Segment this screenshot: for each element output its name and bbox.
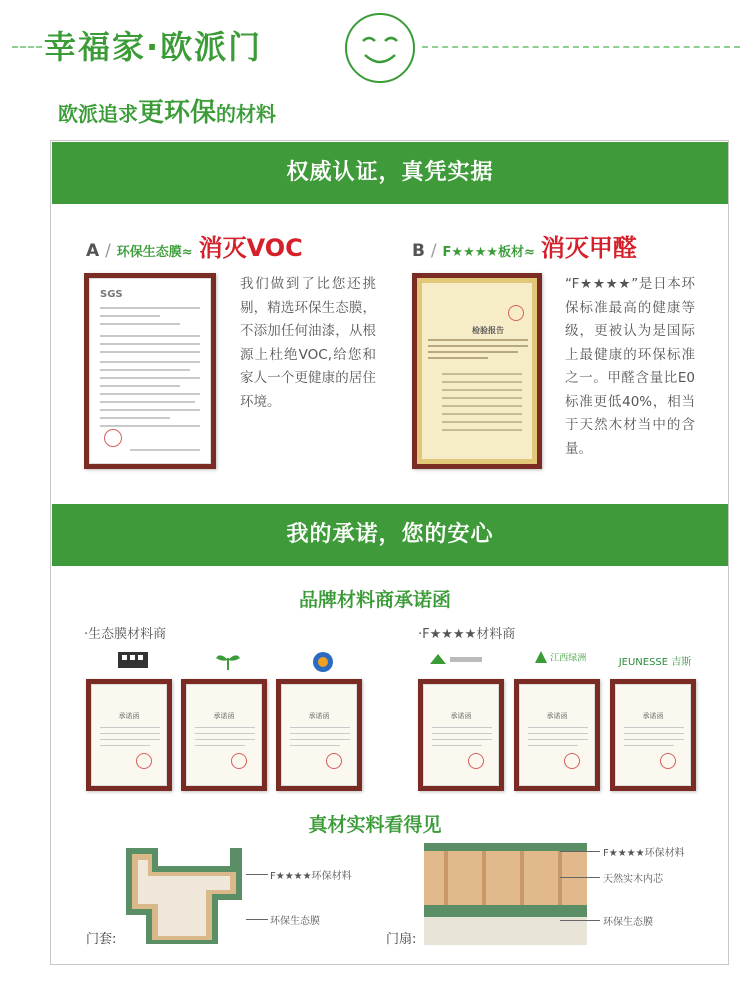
house-logo-icon xyxy=(426,650,486,670)
door-leaf-section-image xyxy=(424,843,587,945)
materials-title: 真材实料看得见 xyxy=(308,814,442,836)
red-seal-icon xyxy=(564,753,580,769)
red-seal-icon xyxy=(508,305,524,321)
letter-heading: 承诺函 xyxy=(308,712,330,720)
annotation-line xyxy=(560,920,600,921)
promise-letter-2 xyxy=(181,679,267,791)
circle-logo-icon xyxy=(311,650,335,674)
item-a-heading xyxy=(86,228,303,263)
supplier-group-board: ·F★★★★材料商 xyxy=(418,627,516,642)
sgs-logo: SGS xyxy=(100,289,123,300)
page-subtitle xyxy=(58,92,276,129)
letter-heading: 承诺函 xyxy=(642,712,664,720)
letter-heading: 承诺函 xyxy=(213,712,235,720)
red-seal-icon xyxy=(136,753,152,769)
promise-letter-3 xyxy=(276,679,362,791)
sprout-logo-icon xyxy=(213,650,243,672)
formaldehyde-certificate xyxy=(412,273,542,469)
red-seal-icon xyxy=(231,753,247,769)
promise-letter-6 xyxy=(610,679,696,791)
door-frame-section-image xyxy=(118,840,248,945)
header-dash-left xyxy=(12,46,42,48)
supplier-logo-6: JEUNESSE 吉斯 xyxy=(618,657,692,668)
smiley-icon xyxy=(345,13,415,83)
letters-title: 品牌材料商承诺函 xyxy=(298,589,451,611)
promise-letter-page xyxy=(91,684,167,786)
item-a-claim: 消灭VOC xyxy=(198,234,303,262)
slash-divider: / xyxy=(430,241,437,261)
subtitle-highlight: 更环保 xyxy=(138,98,217,128)
letter-heading: 承诺函 xyxy=(546,712,568,720)
supplier-logo-5 xyxy=(525,650,595,664)
leaf-annotation-3: 环保生态膜 xyxy=(603,917,653,928)
section1-banner: 权威认证，真凭实据 xyxy=(52,142,728,204)
annotation-line xyxy=(246,874,268,875)
section2-banner: 我的承诺，您的安心 xyxy=(52,504,728,566)
annotation-line xyxy=(560,851,600,852)
item-b-material: F★★★★板材≈ xyxy=(442,245,535,260)
frame-annotation-2: 环保生态膜 xyxy=(270,916,320,927)
subtitle-suffix: 的材料 xyxy=(216,102,277,126)
sgs-certificate xyxy=(84,273,216,469)
slash-divider: / xyxy=(105,241,111,261)
item-a-material: 环保生态膜≈ xyxy=(116,245,193,260)
red-seal-icon xyxy=(660,753,676,769)
item-b-claim: 消灭甲醛 xyxy=(540,234,637,262)
red-seal-icon xyxy=(326,753,342,769)
door-frame-label: 门套: xyxy=(86,932,117,947)
formaldehyde-certificate-page xyxy=(417,278,537,464)
pattern-logo-icon xyxy=(116,650,150,672)
header-dash-right xyxy=(422,46,740,48)
cert-b-title: 检验报告 xyxy=(472,326,504,335)
item-b-heading xyxy=(412,228,637,263)
supplier-logo-2 xyxy=(203,650,253,674)
annotation-line xyxy=(560,877,600,878)
annotation-line xyxy=(246,919,268,920)
item-b-letter: B xyxy=(412,241,425,261)
leaf-annotation-2: 天然实木内芯 xyxy=(603,874,663,885)
item-a-description: 我们做到了比您还挑剔，精选环保生态膜，不添加任何油漆，从根源上杜绝VOC,给您和家人一个更健康的居住环境。 xyxy=(240,276,376,410)
supplier-logo-5-text: 江西绿洲 xyxy=(550,653,587,664)
triangle-logo-icon xyxy=(534,650,548,664)
supplier-logo-3 xyxy=(298,650,348,676)
letter-heading: 承诺函 xyxy=(450,712,472,720)
red-seal-icon xyxy=(468,753,484,769)
promise-letter-4 xyxy=(418,679,504,791)
promise-letter-page xyxy=(186,684,262,786)
sgs-certificate-page xyxy=(89,278,211,464)
leaf-annotation-1: F★★★★环保材料 xyxy=(603,848,685,859)
item-b-description: “F★★★★”是日本环保标准最高的健康等级，更被认为是国际上最健康的环保标准之一。甲醛含量比E0标准更低40%，相当于天然木材当中的含量。 xyxy=(565,276,695,457)
promise-letter-page xyxy=(519,684,595,786)
supplier-group-film: ·生态膜材料商 xyxy=(84,627,167,642)
promise-letter-5 xyxy=(514,679,600,791)
letter-heading: 承诺函 xyxy=(118,712,140,720)
frame-annotation-1: F★★★★环保材料 xyxy=(270,871,352,882)
promise-letter-page xyxy=(615,684,691,786)
supplier-logo-4 xyxy=(426,650,486,672)
door-leaf-label: 门扇: xyxy=(386,932,417,947)
supplier-logo-1 xyxy=(108,650,158,674)
promise-letter-page xyxy=(281,684,357,786)
subtitle-prefix: 欧派追求 xyxy=(58,102,138,126)
promise-letter-1 xyxy=(86,679,172,791)
red-seal-icon xyxy=(104,429,122,447)
promise-letter-page xyxy=(423,684,499,786)
item-a-letter: A xyxy=(86,241,100,261)
page-title: 幸福家·欧派门 xyxy=(44,28,263,66)
